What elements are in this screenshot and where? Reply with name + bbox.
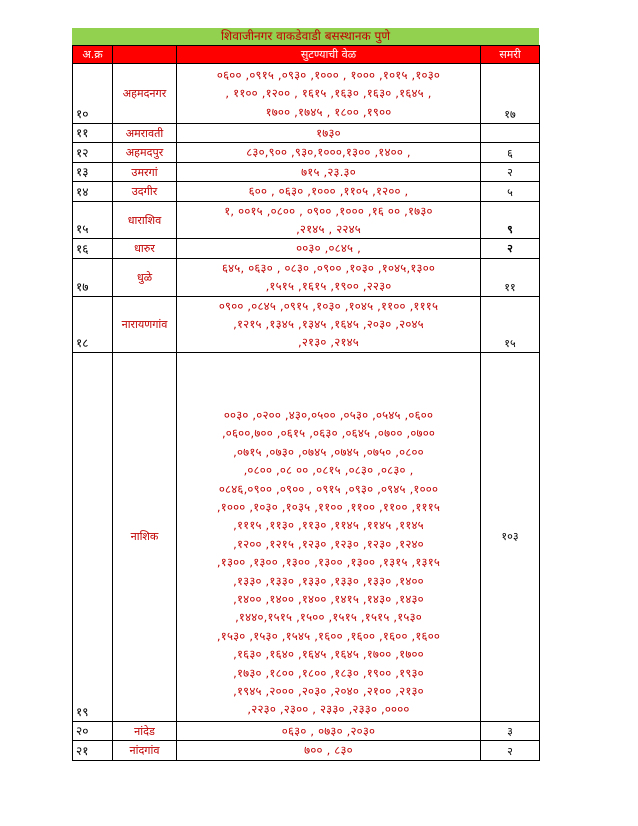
departure-times [177, 162, 481, 181]
times-line: ,१५१५ ,१६१५ ,१९०० ,२२३० [265, 279, 392, 294]
times-line: , ११०० ,१२०० , १६१५ ,१६३० ,१६३० ,१६४५ , [225, 86, 432, 101]
total-count: ५ [481, 182, 540, 201]
departure-times [177, 296, 481, 352]
times-line: ,१७३० ,१८०० ,१८०० ,१८३० ,१९०० ,१९३० [233, 665, 424, 680]
total-count: १७ [481, 64, 540, 124]
times-line: ०९०० ,०८४५ ,०९१५ ,१०३० ,१०४५ ,११०० ,१११५ [218, 298, 439, 313]
times-line: ००३० ,०२०० ,४३०,०५०० ,०५३० ,०५४५ ,०६०० [223, 407, 434, 422]
serial-number: १७ [73, 258, 113, 296]
serial-number: १५ [73, 201, 113, 239]
destination-name: अहमदपुर [113, 143, 177, 162]
serial-number: १६ [73, 239, 113, 258]
table-row [73, 162, 540, 181]
departure-times [177, 201, 481, 239]
destination-name: नाशिक [113, 352, 177, 721]
table-row [73, 201, 540, 239]
times-header: सुटण्याची वेळ [177, 46, 481, 64]
times-line: ,०६००,७०० ,०६१५ ,०६३० ,०६४५ ,०७०० ,०७०० [221, 426, 436, 441]
table-row [73, 239, 540, 258]
serial-number: ११ [73, 124, 113, 143]
serial-header: अ.क्र [73, 46, 113, 64]
header-row [73, 46, 540, 64]
destination-name: अमरावती [113, 124, 177, 143]
serial-number: १४ [73, 182, 113, 201]
serial-number: १९ [73, 352, 113, 721]
total-count: ३ [481, 721, 540, 740]
departure-times [177, 741, 481, 760]
times-line: ७०० , ८३० [304, 743, 353, 758]
table-row [73, 741, 540, 760]
times-line: ८३०,९०० ,९३०,१०००,१३०० ,१४०० , [246, 145, 411, 160]
destination-name: धारुर [113, 239, 177, 258]
times-line: १७०० ,१७४५ , १८०० ,१९०० [265, 104, 392, 119]
destination-header [113, 46, 177, 64]
serial-number: १० [73, 64, 113, 124]
total-count: २ [481, 741, 540, 760]
times-line: ,२१३० ,२१४५ [297, 335, 359, 350]
total-count: ९ [481, 201, 540, 239]
destination-name: उमरगां [113, 162, 177, 181]
departure-times [177, 352, 481, 721]
table-row [73, 143, 540, 162]
destination-name: नांदगांव [113, 741, 177, 760]
times-line: ,१००० ,१०३० ,१०३५ ,११०० ,११०० ,११०० ,१११५ [216, 500, 441, 514]
destination-name: उदगीर [113, 182, 177, 201]
table-row [73, 352, 540, 721]
times-line: ०८४६,०९०० ,०९०० , ०९१५ ,०९३० ,०९४५ ,१००० [218, 481, 439, 496]
departure-times [177, 124, 481, 143]
departure-times [177, 721, 481, 740]
times-line: ,१४०० ,१४०० ,१४०० ,१४१५ ,१४३० ,१४३० [233, 592, 424, 607]
total-count: २ [481, 239, 540, 258]
destination-name: नारायणगांव [113, 296, 177, 352]
destination-name: धाराशिव [113, 201, 177, 239]
times-line: ,१६३० ,१६४० ,१६४५ ,१६४५ ,१७०० ,१७०० [233, 647, 424, 662]
destination-name: नांदेड [113, 721, 177, 740]
departure-times [177, 258, 481, 296]
table-row [73, 124, 540, 143]
total-count: २ [481, 162, 540, 181]
serial-number: १३ [73, 162, 113, 181]
times-line: ,१११५ ,११३० ,११३० ,११४५ ,११४५ ,११४५ [233, 518, 424, 533]
times-line: १, ००१५ ,०८०० , ०९०० ,१००० ,१६ ०० ,१७३० [224, 203, 433, 218]
total-count: १०३ [481, 352, 540, 721]
times-line: ,१९४५ ,२००० ,२०३० ,२०४० ,२१०० ,२१३० [233, 684, 424, 699]
table-row [73, 64, 540, 124]
times-line: ७१५ ,२३.३० [301, 164, 356, 179]
total-count [481, 124, 540, 143]
times-line: ,१२०० ,१२१५ ,१२३० ,१२३० ,१२३० ,१२४० [233, 536, 424, 551]
serial-number: १८ [73, 296, 113, 352]
total-header: समरी [481, 46, 540, 64]
times-line: ,२२३० ,२३०० , २३३० ,२३३० ,०००० [247, 702, 410, 717]
times-line: ६४५, ०६३० , ०८३० ,०९०० ,१०३० ,१०४५,१३०० [221, 260, 436, 275]
page-title: शिवाजीनगर वाकडेवाडी बसस्थानक पुणे [72, 28, 539, 45]
times-line: ६०० , ०६३० ,१००० ,११०५ ,१२०० , [248, 184, 409, 199]
departure-times [177, 143, 481, 162]
table-row [73, 721, 540, 740]
serial-number: २० [73, 721, 113, 740]
times-line: ,१२१५ ,१३४५ ,१३४५ ,१६४५ ,२०३० ,२०४५ [233, 317, 424, 332]
bus-schedule-table [72, 45, 540, 761]
table-row [73, 258, 540, 296]
times-line: ०६०० ,०९१५ ,०९३० ,१००० , १००० ,१०१५ ,१०३० [216, 67, 441, 82]
times-line: ,१३०० ,१३०० ,१३०० ,१३०० ,१३०० ,१३१५ ,१३१५ [216, 555, 441, 570]
times-line: ,०८०० ,०८ ०० ,०८१५ ,०८३० ,०८३० , [243, 463, 414, 478]
total-count: ६ [481, 143, 540, 162]
times-line: ,१४४०,१५१५ ,१५०० ,१५१५ ,१५१५ ,१५३० [235, 610, 422, 625]
table-row [73, 182, 540, 201]
times-line: ,०७१५ ,०७३० ,०७४५ ,०७४५ ,०७५० ,०८०० [233, 444, 424, 459]
times-line: ०६३० , ०७३० ,२०३० [281, 723, 376, 738]
departure-times [177, 182, 481, 201]
total-count: १५ [481, 296, 540, 352]
times-line: ,१५३० ,१५३० ,१५४५ ,१६०० ,१६०० ,१६०० ,१६०० [216, 628, 441, 643]
serial-number: २१ [73, 741, 113, 760]
times-line: ,१३३० ,१३३० ,१३३० ,१३३० ,१३३० ,१४०० [233, 573, 424, 588]
departure-times [177, 239, 481, 258]
destination-name: धुळे [113, 258, 177, 296]
departure-times [177, 64, 481, 124]
times-line: ,२१४५ , २२४५ [296, 222, 361, 237]
destination-name: अहमदनगर [113, 64, 177, 124]
times-line: ००३० ,०८४५ , [296, 241, 361, 256]
total-count: ११ [481, 258, 540, 296]
table-row [73, 296, 540, 352]
times-line: १७३० [316, 126, 341, 140]
serial-number: १२ [73, 143, 113, 162]
